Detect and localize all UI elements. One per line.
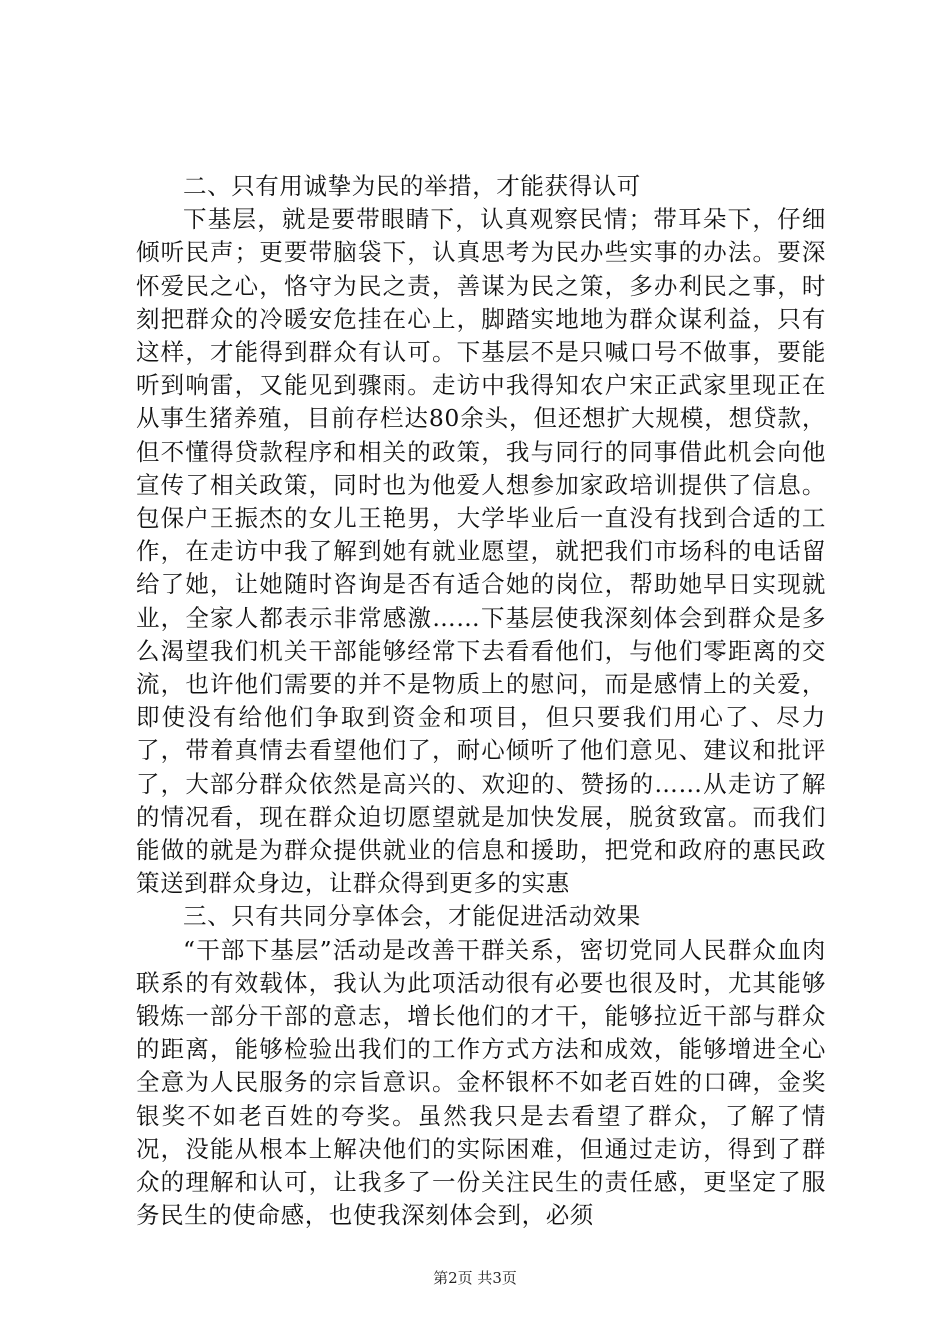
page-footer: 第2页 共3页 bbox=[433, 1269, 517, 1287]
section-heading-3: 三、只有共同分享体会，才能促进活动效果 bbox=[183, 902, 641, 931]
section-3-paragraph: “干部下基层”活动是改善干群关系，密切党同人民群众血肉联系的有效载体，我认为此项活动很有必要也很及时，尤其能够锻炼一部分干部的意志，增长他们的才干，能够拉近干部与群众的距离，能够检验出我们的工作方式方法和成效，能够增进全心全意为人民服务的宗旨意识。金杯银杯不如老百姓的口碑，金奖银奖不如老百姓的夸奖。虽然我只是去看望了群众，了解了情况，没能从根本上解决他们的实际困难，但通过走访，得到了群众的理解和认可，让我多了一份关注民生的责任感，更坚定了服务民生的使命感，也使我深刻体会到，必须 bbox=[136, 935, 826, 1230]
section-2-paragraph: 下基层，就是要带眼睛下，认真观察民情；带耳朵下，仔细倾听民声；更要带脑袋下，认真思考为民办些实事的办法。要深怀爱民之心，恪守为民之责，善谋为民之策，多办利民之事，时刻把群众的冷暖安危挂在心上，脚踏实地地为群众谋利益，只有这样，才能得到群众有认可。下基层不是只喊口号不做事，要能听到响雷，又能见到骤雨。走访中我得知农户宋正武家里现正在从事生猪养殖，目前存栏达80余头，但还想扩大规模，想贷款，但不懂得贷款程序和相关的政策，我与同行的同事借此机会向他宣传了相关政策，同时也为他爱人想参加家政培训提供了信息。包保户王振杰的女儿王艳男，大学毕业后一直没有找到合适的工作，在走访中我了解到她有就业愿望，就把我们市场科的电话留给了她，让她随时咨询是否有适合她的岗位，帮助她早日实现就业，全家人都表示非常感激……下基层使我深刻体会到群众是多么渴望我们机关干部能够经常下去看看他们，与他们零距离的交流，也许他们需要的并不是物质上的慰问，而是感情上的关爱，即使没有给他们争取到资金和项目，但只要我们用心了、尽力了，带着真情去看望他们了，耐心倾听了他们意见、建议和批评了，大部分群众依然是高兴的、欢迎的、赞扬的……从走访了解的情况看，现在群众迫切愿望就是加快发展，脱贫致富。而我们能做的就是为群众提供就业的信息和援助，把党和政府的惠民政策送到群众身边，让群众得到更多的实惠 bbox=[136, 205, 826, 898]
section-heading-2: 二、只有用诚挚为民的举措，才能获得认可 bbox=[183, 172, 641, 200]
document-body bbox=[136, 170, 826, 1233]
